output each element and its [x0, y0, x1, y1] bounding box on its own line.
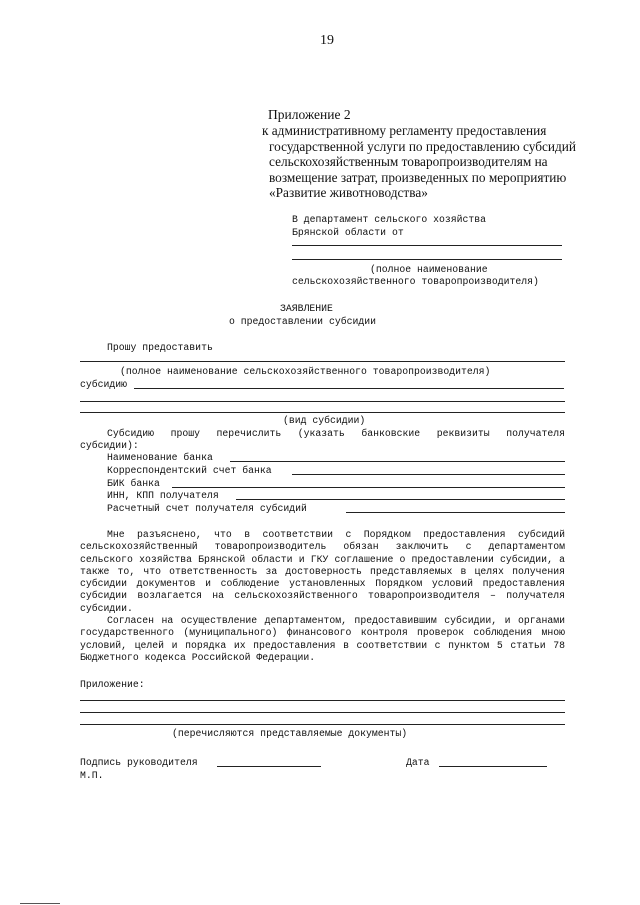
head-signature-input[interactable] [217, 766, 321, 767]
addressee-blank-1[interactable] [292, 245, 562, 246]
clarification-paragraph: Мне разъяснено, что в соответствии с Порядком предоставления субсидий сельскохозяйственный товаропроизводитель обязан заключить с департаментом сельского хозяйства Брянской области и ГКУ соглашение о предоставлении субсидии, а также то, что ответственность за достоверность представляемых в целях получения субсидии документов и соблюдение установленных Порядком условий предоставления субсидии возлагается на сельскохозяйственного товаропроизводителя – получателя субсидии. [80, 529, 565, 614]
addressee-line-1: В департамент сельского хозяйства [292, 214, 487, 225]
bik-input[interactable] [172, 487, 565, 488]
stamp-label: М.П. [80, 770, 104, 781]
settlement-account-input[interactable] [346, 512, 565, 513]
subsidy-type-caption: (вид субсидии) [283, 415, 366, 426]
appendix-line: «Развитие животноводства» [269, 185, 428, 200]
bank-field-label: ИНН, КПП получателя [107, 490, 219, 501]
document-subtitle: о предоставлении субсидии [229, 316, 376, 327]
addressee-blank-2[interactable] [292, 259, 562, 260]
date-label: Дата [406, 757, 430, 768]
appendix-line: возмещение затрат, произведенных по мероприятию [269, 169, 567, 185]
producer-caption: (полное наименование сельскохозяйственного товаропроизводителя) [120, 366, 491, 377]
attachment-label: Приложение: [80, 679, 145, 690]
attachment-blank-3[interactable] [80, 724, 565, 725]
attachment-blank-2[interactable] [80, 712, 565, 713]
request-intro: Прошу предоставить [107, 342, 213, 353]
document-title: ЗАЯВЛЕНИЕ [280, 303, 333, 314]
appendix-line: к административному регламенту предоставления [262, 123, 547, 138]
bank-intro: Субсидию прошу перечислить (указать банковские реквизиты получателя субсидии): [80, 428, 565, 452]
bank-name-input[interactable] [230, 461, 565, 462]
attachment-blank-1[interactable] [80, 700, 565, 701]
addressee-line-2: Брянской области от [292, 227, 404, 238]
subsidy-blank-1[interactable] [134, 388, 564, 389]
consent-paragraph: Согласен на осуществление департаментом, предоставившим субсидии, и органами государственного (муниципального) финансового контроля проверок соблюдения мною условий, целей и порядка их предоставления в соответствии с пунктом 5 статьи 78 Бюджетного кодекса Российской Федерации. [80, 615, 565, 663]
page-number: 19 [320, 33, 334, 48]
addressee-caption-1: (полное наименование [370, 264, 488, 275]
attachment-caption: (перечисляются представляемые документы) [172, 728, 408, 739]
subsidy-blank-3[interactable] [80, 412, 565, 413]
bank-field-label: Расчетный счет получателя субсидий [107, 503, 307, 514]
inn-kpp-input[interactable] [236, 499, 565, 500]
head-signature-label: Подпись руководителя [80, 757, 198, 768]
appendix-title: Приложение 2 [268, 107, 351, 122]
bank-field-label: БИК банка [107, 478, 160, 489]
correspondent-account-input[interactable] [292, 474, 565, 475]
appendix-reference [262, 123, 582, 201]
addressee-caption-2: сельскохозяйственного товаропроизводителя) [292, 276, 539, 287]
producer-name-blank[interactable] [80, 361, 565, 362]
scan-edge [20, 903, 60, 904]
date-input[interactable] [439, 766, 547, 767]
subsidy-blank-2[interactable] [80, 401, 565, 402]
appendix-line: сельскохозяйственным товаропроизводителям на [269, 154, 548, 169]
subsidy-label: субсидию [80, 379, 128, 390]
bank-field-label: Корреспондентский счет банка [107, 465, 272, 476]
appendix-line: государственной услуги по предоставлению субсидий [269, 138, 577, 154]
bank-field-label: Наименование банка [107, 452, 213, 463]
